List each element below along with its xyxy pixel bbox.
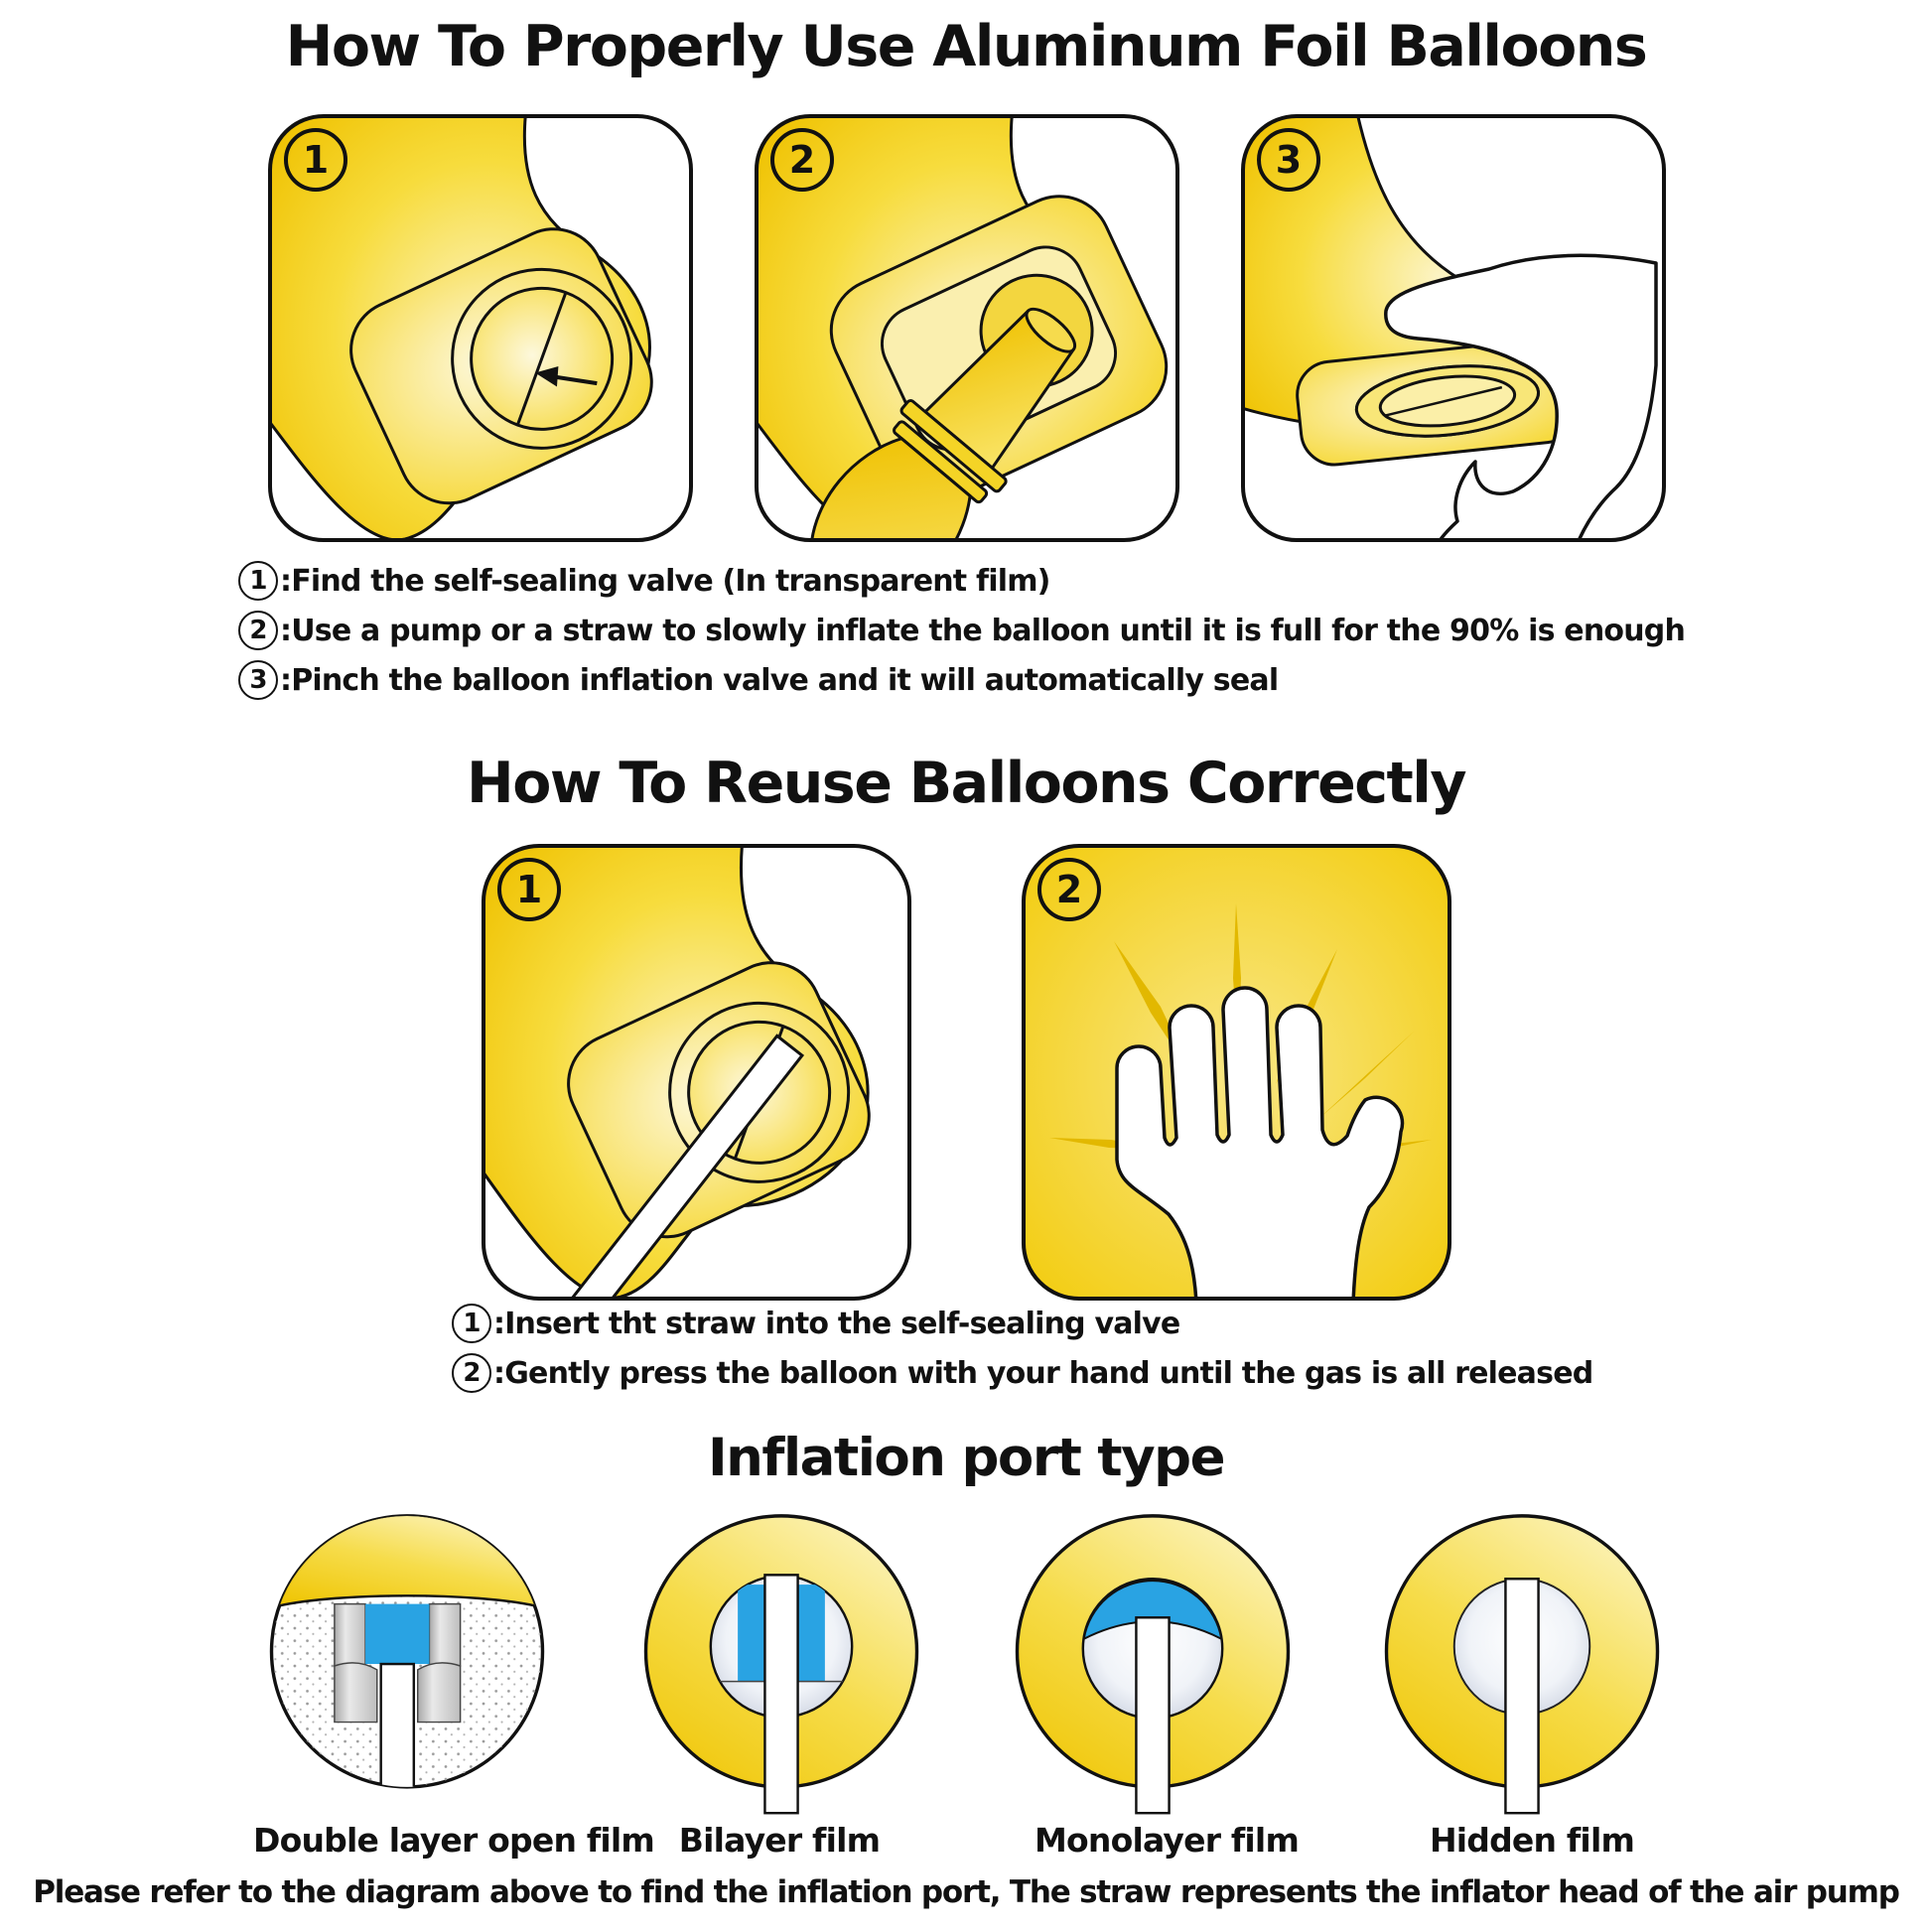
instruction-text: :Use a pump or a straw to slowly inflate the balloon until it is full for the 90% is enough bbox=[280, 613, 1685, 648]
use-instructions bbox=[238, 556, 1685, 705]
port-label-double-layer: Double layer open film bbox=[253, 1821, 655, 1860]
instruction-line bbox=[238, 556, 1685, 606]
step-number-badge: 1 bbox=[284, 128, 347, 192]
section-ports-title: Inflation port type bbox=[707, 1428, 1225, 1488]
circled-number: 1 bbox=[238, 561, 278, 601]
step-number-badge: 1 bbox=[497, 858, 561, 921]
instruction-line bbox=[238, 606, 1685, 655]
step-number-badge: 3 bbox=[1257, 128, 1320, 192]
port-bilayer-illustration bbox=[637, 1511, 925, 1821]
circled-number: 3 bbox=[238, 660, 278, 700]
instruction-line bbox=[452, 1348, 1592, 1398]
port-monolayer-illustration bbox=[1009, 1511, 1297, 1821]
footer-note: Please refer to the diagram above to find the inflation port, The straw represents the inflator head of the air pump bbox=[33, 1874, 1899, 1910]
port-double-layer-illustration bbox=[263, 1511, 551, 1821]
section-reuse-title: How To Reuse Balloons Correctly bbox=[467, 751, 1465, 816]
instruction-text: :Insert tht straw into the self-sealing valve bbox=[493, 1306, 1180, 1341]
circled-number: 1 bbox=[452, 1304, 491, 1343]
circled-number: 2 bbox=[238, 611, 278, 650]
panel-find-valve-illustration bbox=[266, 112, 695, 544]
section-use-title: How To Properly Use Aluminum Foil Balloons bbox=[285, 14, 1647, 79]
instruction-line bbox=[452, 1299, 1592, 1348]
step-number-badge: 2 bbox=[770, 128, 834, 192]
port-hidden-illustration bbox=[1378, 1511, 1666, 1821]
port-label-bilayer: Bilayer film bbox=[678, 1821, 881, 1860]
instruction-text: :Find the self-sealing valve (In transparent film) bbox=[280, 563, 1050, 599]
panel-press-hand-illustration bbox=[1020, 842, 1453, 1303]
panel-insert-straw-illustration bbox=[480, 842, 913, 1303]
reuse-instructions bbox=[452, 1299, 1592, 1398]
instruction-text: :Gently press the balloon with your hand until the gas is all released bbox=[493, 1355, 1593, 1391]
panel-pinch-valve-illustration bbox=[1239, 112, 1668, 544]
panel-inflate-pump-illustration bbox=[753, 112, 1181, 544]
instruction-text: :Pinch the balloon inflation valve and it will automatically seal bbox=[280, 662, 1279, 698]
step-number-badge: 2 bbox=[1037, 858, 1101, 921]
port-label-monolayer: Monolayer film bbox=[1034, 1821, 1300, 1860]
port-label-hidden: Hidden film bbox=[1429, 1821, 1635, 1860]
circled-number: 2 bbox=[452, 1353, 491, 1393]
instruction-line bbox=[238, 655, 1685, 705]
